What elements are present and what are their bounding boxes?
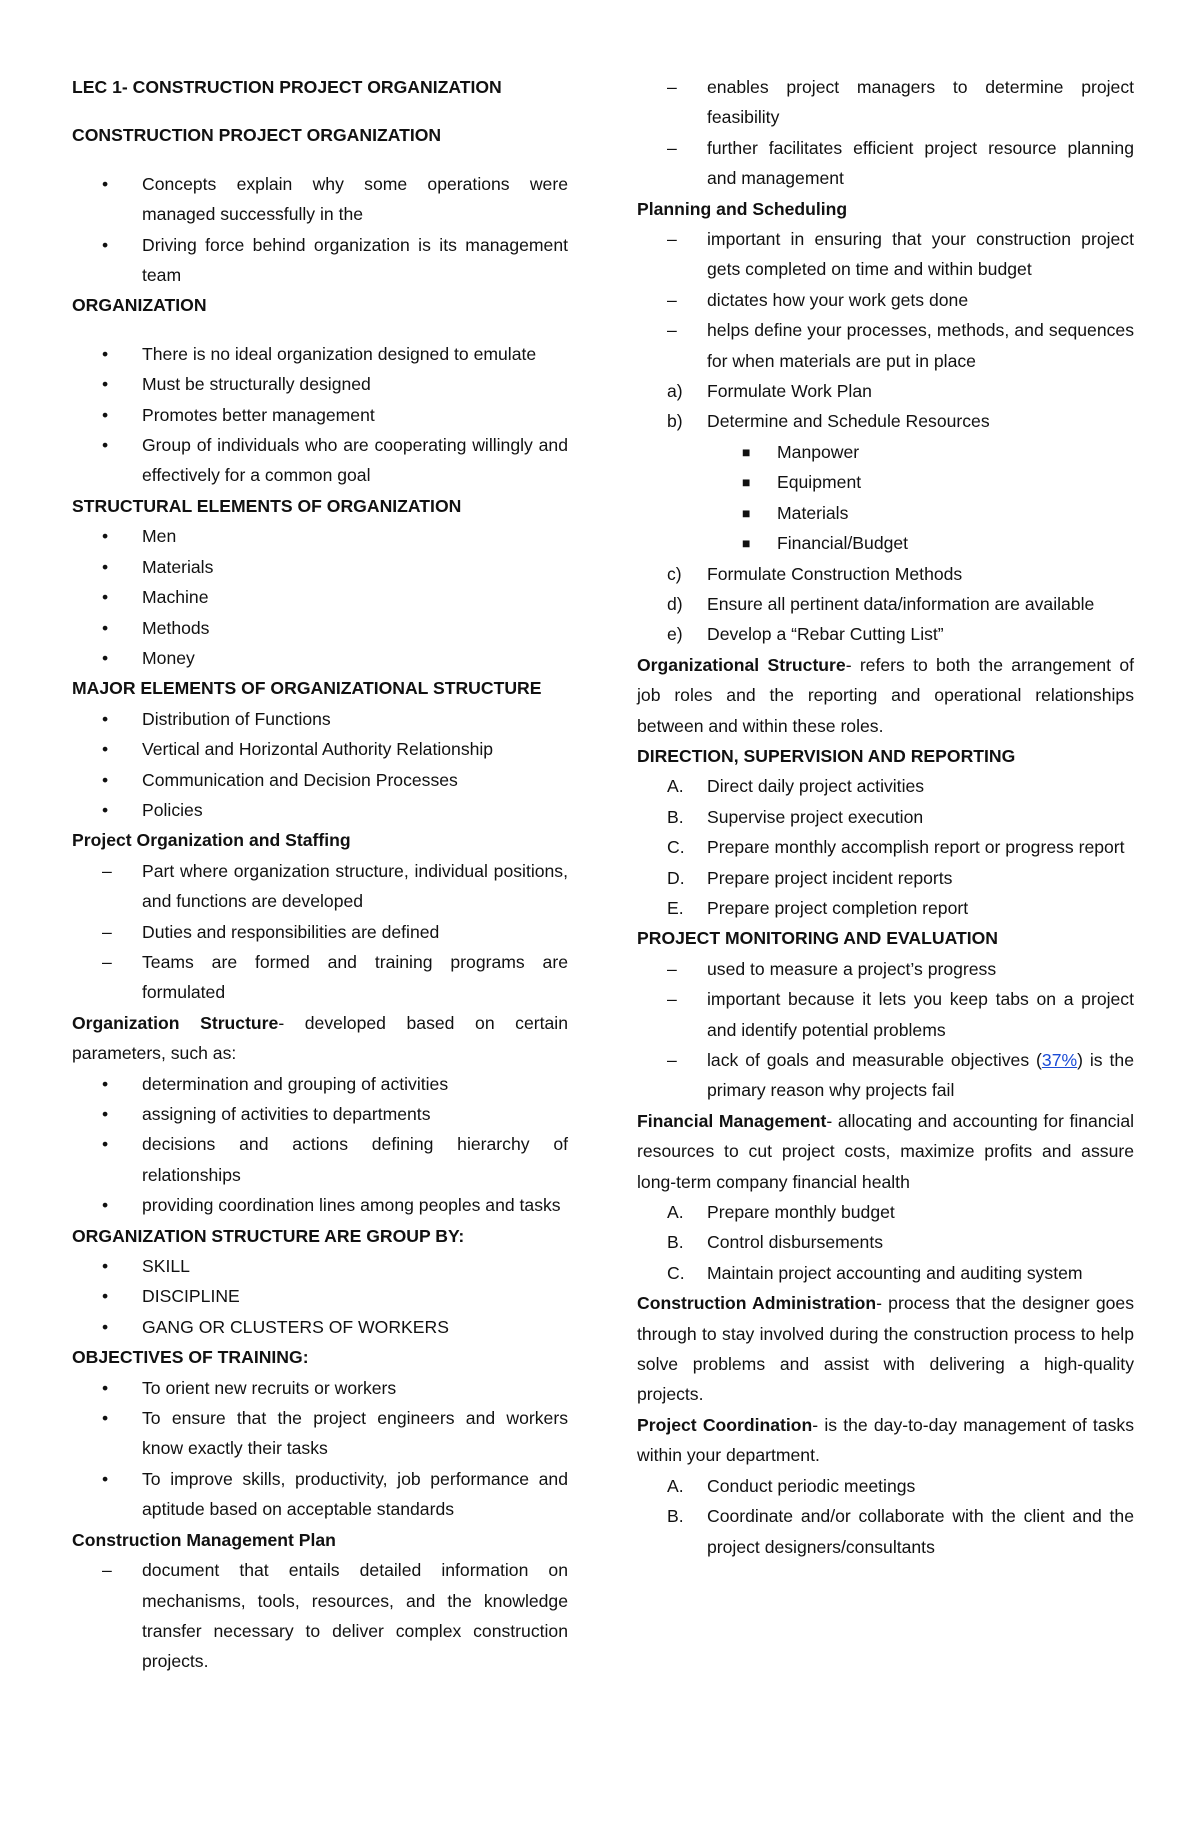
list-group-by <box>72 1251 568 1342</box>
heading-group-by: ORGANIZATION STRUCTURE ARE GROUP BY: <box>72 1225 465 1246</box>
bullet-icon: • <box>102 1134 109 1155</box>
heading-structural-elements: STRUCTURAL ELEMENTS OF ORGANIZATION <box>72 495 462 516</box>
list-item: • Distribution of Functions <box>72 704 568 734</box>
bullet-icon: • <box>102 1256 109 1277</box>
list-item: – dictates how your work gets done <box>637 285 1134 315</box>
list-item: C. Maintain project accounting and auditing system <box>667 1262 1083 1283</box>
dash-icon: – <box>667 989 677 1010</box>
list-item: – further facilitates efficient project resource planning and management <box>637 133 1134 194</box>
list-cmp <box>72 1555 568 1677</box>
dash-icon: – <box>667 229 677 250</box>
list-structural-elements <box>72 521 568 673</box>
list-item: B. Coordinate and/or collaborate with the client and the project designers/consultants <box>667 1506 1134 1557</box>
list-org-structure <box>72 1069 568 1221</box>
bullet-icon: • <box>102 404 109 425</box>
list-item: B. Control disbursements <box>667 1232 884 1253</box>
paragraph-organizational-structure: Organizational Structure- refers to both the arrangement of job roles and the reporting and operational relationships between and within these roles. <box>637 654 1134 736</box>
list-item: • decisions and actions defining hierarchy of relationships <box>72 1129 568 1190</box>
list-item: b) Determine and Schedule Resources <box>667 411 990 432</box>
bullet-icon: • <box>102 1073 109 1094</box>
list-item: – used to measure a project’s progress <box>637 954 1134 984</box>
heading-organization: ORGANIZATION <box>72 295 207 316</box>
heading-staffing: Project Organization and Staffing <box>72 830 351 851</box>
dash-icon: – <box>667 320 677 341</box>
list-item: • determination and grouping of activities <box>72 1069 568 1099</box>
list-major-elements <box>72 704 568 826</box>
dash-icon: – <box>667 77 677 97</box>
list-item: • Communication and Decision Processes <box>72 765 568 795</box>
list-item: C. Prepare monthly accomplish report or progress report <box>667 837 1125 858</box>
list-item: a) Formulate Work Plan <box>667 381 872 402</box>
list-item: • Concepts explain why some operations were managed successfully in the <box>72 169 568 230</box>
list-item: • Money <box>72 643 568 673</box>
heading-planning-and-scheduling: Planning and Scheduling <box>637 198 848 219</box>
list-item: – Duties and responsibilities are defined <box>72 917 568 947</box>
paragraph-organization-structure: Organization Structure- developed based on certain parameters, such as: <box>72 1012 568 1064</box>
list-item: e) Develop a “Rebar Cutting List” <box>667 624 944 645</box>
list-item: – enables project managers to determine project feasibility <box>637 72 1134 133</box>
list-item: • Must be structurally designed <box>72 369 568 399</box>
list-item: A. Direct daily project activities <box>667 776 925 797</box>
list-item: B. Supervise project execution <box>667 806 924 827</box>
dash-icon: – <box>102 921 112 942</box>
bullet-icon: • <box>102 234 109 255</box>
heading-direction-supervision-reporting: DIRECTION, SUPERVISION AND REPORTING <box>637 745 1016 766</box>
list-planning <box>637 224 1134 650</box>
bullet-icon: • <box>102 587 109 608</box>
heading-construction-project-organization: CONSTRUCTION PROJECT ORGANIZATION <box>72 125 442 146</box>
list-direction <box>637 771 1134 923</box>
list-item: – document that entails detailed information on mechanisms, tools, resources, and the knowledge transfer necessary to deliver complex construction projects. <box>72 1555 568 1677</box>
dash-icon: – <box>667 137 677 158</box>
bullet-icon: • <box>102 647 109 668</box>
list-item: – lack of goals and measurable objectives (37%) is the primary reason why projects fail <box>637 1045 1134 1106</box>
list-item: • To improve skills, productivity, job performance and aptitude based on acceptable standards <box>72 1464 568 1525</box>
heading-project-monitoring: PROJECT MONITORING AND EVALUATION <box>637 928 999 949</box>
list-organization <box>72 339 568 491</box>
list-item: • Group of individuals who are cooperating willingly and effectively for a common goal <box>72 430 568 491</box>
list-item: • To ensure that the project engineers and workers know exactly their tasks <box>72 1403 568 1464</box>
list-item: • GANG OR CLUSTERS OF WORKERS <box>72 1312 568 1342</box>
bullet-icon: • <box>102 556 109 577</box>
heading-objectives-of-training: OBJECTIVES OF TRAINING: <box>72 1347 309 1368</box>
list-item: – important because it lets you keep tabs on a project and identify potential problems <box>637 984 1134 1045</box>
list-item: • Machine <box>72 582 568 612</box>
square-bullet-icon: ■ <box>742 474 751 491</box>
list-staffing <box>72 856 568 1008</box>
list-item: • assigning of activities to departments <box>72 1099 568 1129</box>
bullet-icon: • <box>102 708 109 729</box>
dash-icon: – <box>102 1560 112 1581</box>
list-construction-org <box>72 169 568 291</box>
square-bullet-icon: ■ <box>742 504 751 521</box>
document-title: LEC 1- CONSTRUCTION PROJECT ORGANIZATION <box>72 77 502 97</box>
paragraph-project-coordination: Project Coordination- is the day-to-day management of tasks within your department. <box>637 1414 1134 1466</box>
list-item: – helps define your processes, methods, and sequences for when materials are put in place <box>637 315 1134 376</box>
bullet-icon: • <box>102 435 109 456</box>
list-item: • Driving force behind organization is its management team <box>72 230 568 291</box>
list-training <box>72 1373 568 1525</box>
paragraph-financial-management: Financial Management- allocating and accounting for financial resources to cut project costs, maximize profits and assure long-term company financial health <box>637 1110 1135 1192</box>
bullet-icon: • <box>102 799 109 820</box>
list-item: • Methods <box>72 613 568 643</box>
list-cmp-continued <box>637 72 1134 194</box>
dash-icon: – <box>102 860 112 881</box>
list-item: • To orient new recruits or workers <box>72 1373 568 1403</box>
bullet-icon: • <box>102 769 109 790</box>
list-item: D. Prepare project incident reports <box>667 867 953 888</box>
bullet-icon: • <box>102 1195 109 1216</box>
list-item: • Vertical and Horizontal Authority Relationship <box>72 734 568 764</box>
dash-icon: – <box>667 958 677 979</box>
bullet-icon: • <box>102 1377 109 1398</box>
list-item: ■ Financial/Budget <box>637 528 1134 558</box>
list-item: • Men <box>72 521 568 551</box>
bullet-icon: • <box>102 1286 109 1307</box>
bullet-icon: • <box>102 617 109 638</box>
list-item: • Policies <box>72 795 568 825</box>
right-column <box>637 72 1134 1562</box>
list-item: • DISCIPLINE <box>72 1281 568 1311</box>
list-item: c) Formulate Construction Methods <box>667 563 963 584</box>
list-item: • There is no ideal organization designed to emulate <box>72 339 568 369</box>
list-item: – Part where organization structure, individual positions, and functions are developed <box>72 856 568 917</box>
bullet-icon: • <box>102 1468 109 1489</box>
bullet-icon: • <box>102 739 109 760</box>
list-item: ■ Equipment <box>637 467 1134 497</box>
list-item: ■ Manpower <box>637 437 1134 467</box>
bullet-icon: • <box>102 343 109 364</box>
list-item: – important in ensuring that your construction project gets completed on time and within budget <box>637 224 1134 285</box>
heading-construction-management-plan: Construction Management Plan <box>72 1529 336 1550</box>
left-column <box>72 72 568 1677</box>
bullet-icon: • <box>102 1316 109 1337</box>
bullet-icon: • <box>102 526 109 547</box>
percent-link[interactable]: 37% <box>1041 1050 1078 1070</box>
bullet-icon: • <box>102 1408 109 1429</box>
list-item: d) Ensure all pertinent data/information are available <box>667 593 1095 614</box>
dash-icon: – <box>102 951 112 972</box>
dash-icon: – <box>667 289 677 310</box>
list-coordination <box>637 1471 1134 1562</box>
bullet-icon: • <box>102 1104 109 1124</box>
heading-major-elements: MAJOR ELEMENTS OF ORGANIZATIONAL STRUCTURE <box>72 678 542 699</box>
list-financial <box>637 1197 1134 1288</box>
bullet-icon: • <box>102 173 109 194</box>
list-item: • Materials <box>72 552 568 582</box>
list-item: E. Prepare project completion report <box>667 897 969 918</box>
list-item: – Teams are formed and training programs are formulated <box>72 947 568 1008</box>
list-item: • Promotes better management <box>72 400 568 430</box>
list-monitoring <box>637 954 1134 1106</box>
bullet-icon: • <box>102 374 109 395</box>
list-item: • providing coordination lines among peoples and tasks <box>72 1190 568 1220</box>
square-bullet-icon: ■ <box>742 535 751 552</box>
paragraph-construction-administration: Construction Administration- process that the designer goes through to stay involved during the construction process to help solve problems and assist with delivering a high-quality projects. <box>637 1293 1134 1405</box>
dash-icon: – <box>667 1050 677 1070</box>
list-item: ■ Materials <box>637 498 1134 528</box>
square-bullet-icon: ■ <box>742 443 751 460</box>
list-item: • SKILL <box>72 1251 568 1281</box>
list-item: A. Prepare monthly budget <box>667 1202 895 1223</box>
list-item: A. Conduct periodic meetings <box>667 1475 916 1496</box>
